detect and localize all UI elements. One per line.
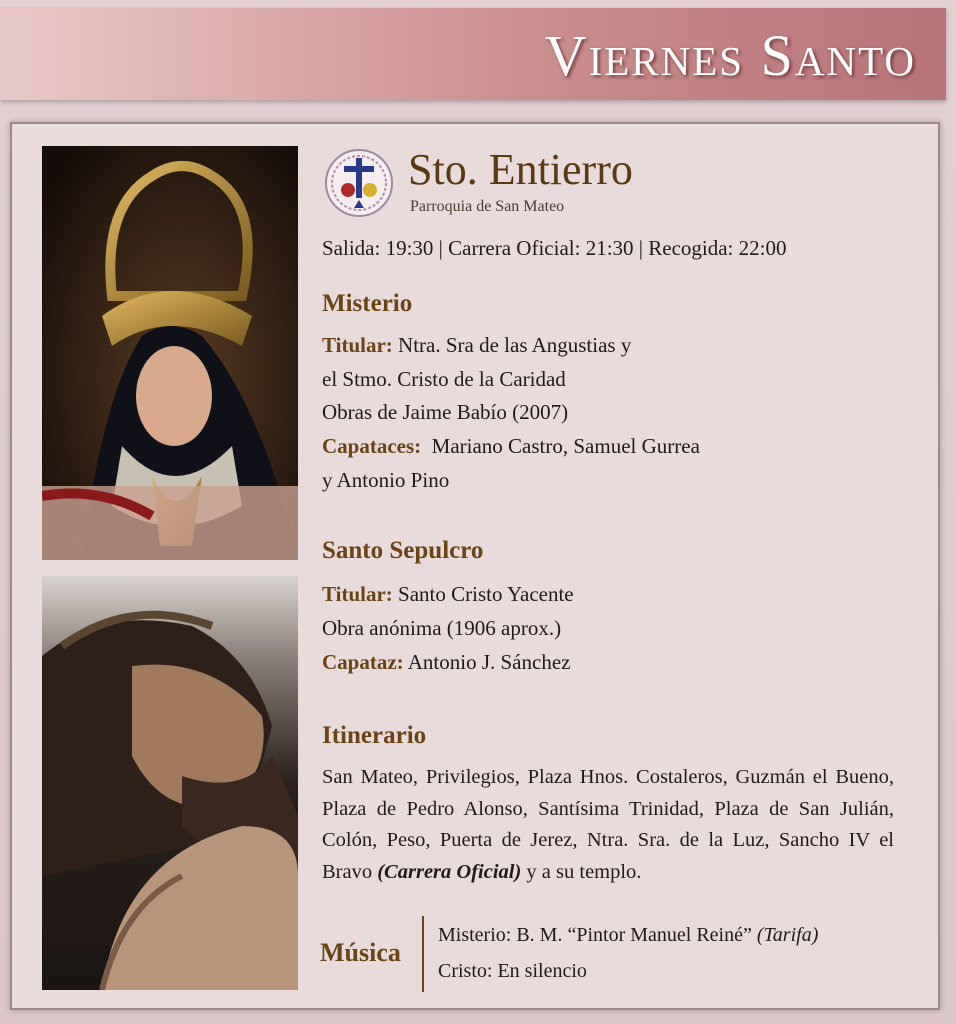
musica-cristo: Cristo: En silencio [438, 960, 587, 982]
sepulcro-titular-value: Santo Cristo Yacente [398, 582, 574, 606]
capataz-value: Antonio J. Sánchez [407, 650, 571, 674]
carrera-oficial-label: (Carrera Oficial) [377, 860, 522, 883]
sepulcro-obra: Obra anónima (1906 aprox.) [322, 616, 562, 640]
christ-photo [42, 576, 298, 990]
capataces-value: Mariano Castro, Samuel Gurrea [431, 434, 700, 458]
brotherhood-emblem-icon [324, 148, 394, 218]
sepulcro-heading: Santo Sepulcro [322, 537, 484, 564]
misterio-capataces-line2: y Antonio Pino [322, 468, 450, 492]
musica-divider [422, 916, 424, 992]
schedule-times: Salida: 19:30 | Carrera Oficial: 21:30 | Recogida: 22:00 [322, 236, 787, 260]
musica-misterio-place: (Tarifa) [756, 924, 819, 946]
virgin-photo [42, 146, 298, 560]
itinerario-route: San Mateo, Privilegios, Plaza Hnos. Costaleros, Guzmán el Bueno, Plaza de Pedro Alonso, Santísima Trinidad, Plaza de San Julián, Colón, Peso, Puerta de Jerez, Ntra. Sra. de la Luz, Sancho IV el Bravo [322, 766, 894, 883]
capataz-label: Capataz: [322, 650, 404, 674]
musica-misterio [438, 924, 818, 947]
musica-misterio-band: Misterio: B. M. “Pintor Manuel Reiné” [438, 924, 752, 946]
musica-heading: Música [320, 938, 401, 967]
banner-title: Viernes Santo [544, 23, 916, 88]
misterio-capataces [322, 434, 700, 459]
itinerario-end: y a su templo. [526, 860, 642, 883]
titular-label: Titular: [322, 333, 393, 357]
misterio-titular [322, 333, 631, 358]
misterio-heading: Misterio [322, 290, 413, 317]
itinerario-text [322, 762, 894, 888]
capataces-label: Capataces: [322, 434, 422, 458]
sepulcro-capataz [322, 650, 570, 675]
sepulcro-titular-label: Titular: [322, 582, 393, 606]
parish-subtitle: Parroquia de San Mateo [410, 198, 565, 215]
misterio-titular-line2: el Stmo. Cristo de la Caridad [322, 367, 566, 391]
brotherhood-title: Sto. Entierro [408, 145, 633, 194]
header-banner [0, 8, 946, 100]
misterio-obras: Obras de Jaime Babío (2007) [322, 400, 569, 424]
sepulcro-titular [322, 582, 574, 607]
titular-value: Ntra. Sra de las Angustias y [398, 333, 632, 357]
itinerario-heading: Itinerario [322, 722, 427, 749]
